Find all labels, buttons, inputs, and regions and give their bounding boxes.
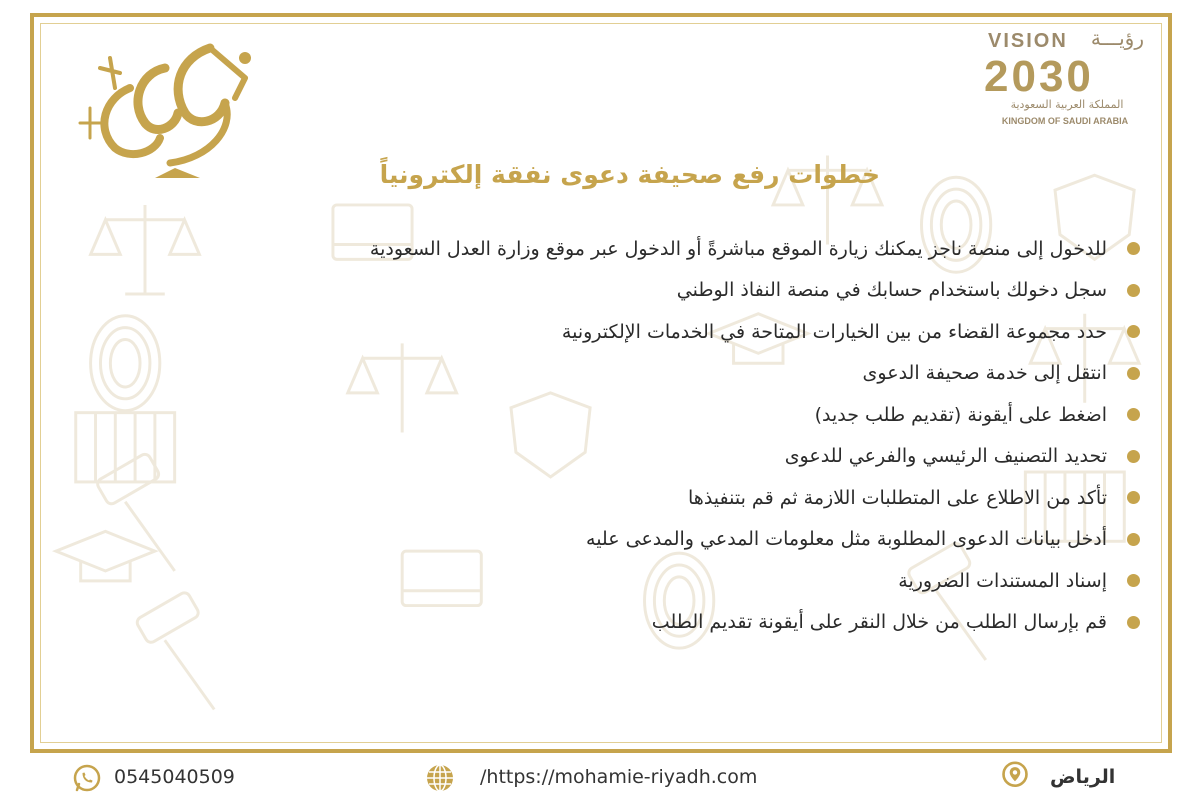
step-text: سجل دخولك باستخدام حسابك في منصة النفاذ الوطني: [676, 279, 1107, 302]
step-text: تأكد من الاطلاع على المتطلبات اللازمة ثم قم بتنفيذها: [688, 486, 1107, 509]
whatsapp-icon[interactable]: [72, 763, 102, 793]
step-text: إسناد المستندات الضرورية: [898, 569, 1107, 592]
bullet-dot-icon: [1127, 616, 1140, 629]
list-item: [150, 311, 1140, 353]
bullet-dot-icon: [1127, 242, 1140, 255]
step-text: اضغط على أيقونة (تقديم طلب جديد): [814, 403, 1107, 426]
vision-year-text: 2030: [984, 52, 1094, 101]
bullet-dot-icon: [1127, 325, 1140, 338]
list-item: [150, 228, 1140, 270]
step-text: انتقل إلى خدمة صحيفة الدعوى: [862, 362, 1107, 385]
list-item: [150, 436, 1140, 478]
website-link[interactable]: /https://mohamie-riyadh.com: [480, 766, 758, 788]
step-text: تحديد التصنيف الرئيسي والفرعي للدعوى: [784, 445, 1107, 468]
footer-bar: [0, 758, 1200, 800]
phone-number[interactable]: 0545040509: [114, 766, 235, 788]
globe-icon[interactable]: [425, 763, 455, 793]
kingdom-en-text: KINGDOM OF SAUDI ARABIA: [1001, 116, 1129, 126]
steps-list: [150, 228, 1140, 643]
list-item: [150, 270, 1140, 312]
vision-en-text: VISION: [988, 30, 1068, 52]
list-item: [150, 519, 1140, 561]
vision-ar-text: رؤيـــة: [1090, 26, 1144, 50]
kingdom-ar-text: المملكة العربية السعودية: [1010, 98, 1124, 111]
bullet-dot-icon: [1127, 491, 1140, 504]
step-text: حدد مجموعة القضاء من بين الخيارات المتاحة في الخدمات الإلكترونية: [561, 320, 1107, 343]
list-item: [150, 353, 1140, 395]
bullet-dot-icon: [1127, 450, 1140, 463]
list-item: [150, 602, 1140, 644]
bullet-dot-icon: [1127, 284, 1140, 297]
mohamie-calligraphy-logo: [60, 28, 260, 178]
location-text: الرياض: [1050, 766, 1116, 788]
bullet-dot-icon: [1127, 533, 1140, 546]
list-item: [150, 560, 1140, 602]
step-text: قم بإرسال الطلب من خلال النقر على أيقونة تقديم الطلب: [651, 611, 1107, 634]
location-pin-icon: [1000, 761, 1030, 791]
step-text: للدخول إلى منصة ناجز يمكنك زيارة الموقع مباشرةً أو الدخول عبر موقع وزارة العدل السعودية: [369, 237, 1107, 260]
step-text: أدخل بيانات الدعوى المطلوبة مثل معلومات المدعي والمدعى عليه: [586, 528, 1107, 551]
bullet-dot-icon: [1127, 367, 1140, 380]
bullet-dot-icon: [1127, 574, 1140, 587]
page-title: خطوات رفع صحيفة دعوى نفقة إلكترونياً: [379, 160, 880, 189]
list-item: [150, 394, 1140, 436]
list-item: [150, 477, 1140, 519]
vision-2030-logo: [980, 26, 1150, 130]
bullet-dot-icon: [1127, 408, 1140, 421]
